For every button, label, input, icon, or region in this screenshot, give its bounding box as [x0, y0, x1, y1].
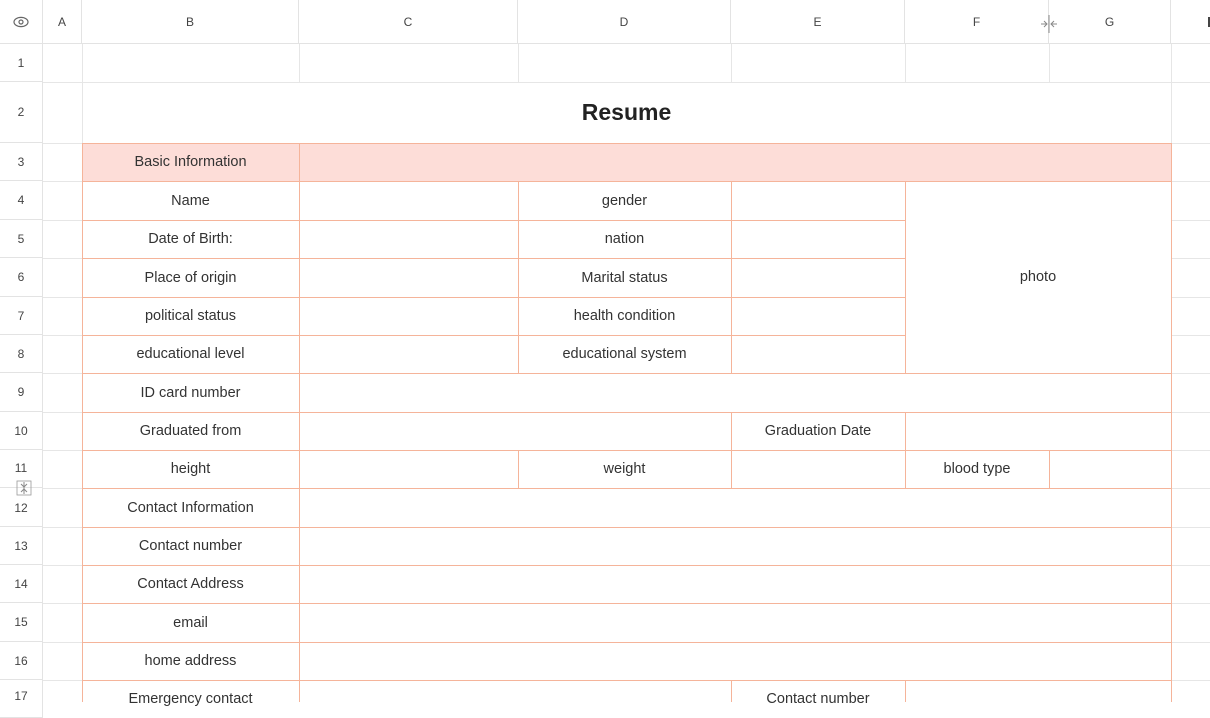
grid-line: [1171, 527, 1210, 528]
grid-line: [43, 450, 82, 451]
grid-line: [1171, 488, 1210, 489]
cell-email-value[interactable]: [299, 603, 1171, 642]
row-header-14[interactable]: 14: [0, 565, 43, 603]
cell-name-value[interactable]: [299, 181, 518, 220]
resume-title[interactable]: Resume: [581, 99, 672, 125]
cell-edu-system-label[interactable]: educational system: [562, 346, 687, 362]
cell-origin-value[interactable]: [299, 258, 518, 297]
cell-photo[interactable]: photo: [1019, 269, 1057, 285]
cell-edu-level-value[interactable]: [299, 335, 518, 373]
row-header-13[interactable]: 13: [0, 527, 43, 565]
cell-contact-address-label[interactable]: Contact Address: [137, 576, 244, 592]
cell-graduated-from-label[interactable]: Graduated from: [139, 423, 242, 439]
row-header-1[interactable]: 1: [0, 44, 43, 82]
grid-line: [1171, 412, 1210, 413]
row-header-7[interactable]: 7: [0, 297, 43, 335]
cell-edu-level-label[interactable]: educational level: [136, 346, 245, 362]
row-header-11[interactable]: 11: [0, 450, 43, 488]
grid-line: [43, 220, 82, 221]
cell-basic-information-value[interactable]: [299, 143, 1171, 181]
cell-health-label[interactable]: health condition: [573, 308, 676, 324]
cell-contact-address-value[interactable]: [299, 565, 1171, 603]
grid-line: [43, 258, 82, 259]
cell-name-label[interactable]: Name: [171, 192, 210, 209]
column-header-f[interactable]: F: [905, 0, 1049, 44]
grid-line: [1171, 373, 1210, 374]
cell-id-card-label[interactable]: ID card number: [140, 384, 241, 401]
cell-origin-label[interactable]: Place of origin: [144, 269, 237, 286]
row-header-10[interactable]: 10: [0, 412, 43, 450]
cell-height-label[interactable]: height: [170, 461, 211, 477]
cell-email-label[interactable]: email: [173, 614, 208, 631]
grid-line: [731, 44, 732, 82]
grid-line: [1171, 565, 1210, 566]
grid-line: [43, 412, 82, 413]
grid-line: [43, 642, 82, 643]
cell-dob-label[interactable]: Date of Birth:: [148, 231, 233, 247]
grid-line: [1171, 220, 1210, 221]
table-border: [1171, 143, 1172, 702]
grid-line: [43, 143, 82, 144]
cell-contact-information-label[interactable]: Contact Information: [127, 499, 254, 516]
row-header-15[interactable]: 15: [0, 603, 43, 642]
grid-line: [1049, 44, 1050, 82]
cell-health-value[interactable]: [731, 297, 905, 335]
grid-line: [1171, 642, 1210, 643]
cell-gender-value[interactable]: [731, 181, 905, 220]
cell-weight-value[interactable]: [731, 450, 905, 488]
grid-line: [1171, 297, 1210, 298]
grid-line: [1171, 181, 1210, 182]
grid-line: [43, 603, 82, 604]
cell-marital-value[interactable]: [731, 258, 905, 297]
cell-political-label[interactable]: political status: [144, 308, 237, 324]
row-header-12[interactable]: 12: [0, 488, 43, 527]
column-header-b[interactable]: B: [82, 0, 299, 44]
row-header-5[interactable]: 5: [0, 220, 43, 258]
cell-home-address-value[interactable]: [299, 642, 1171, 680]
cell-nation-value[interactable]: [731, 220, 905, 258]
grid-line: [43, 297, 82, 298]
grid-line: [1171, 603, 1210, 604]
grid-line: [1171, 143, 1210, 144]
row-header-16[interactable]: 16: [0, 642, 43, 680]
grid-line: [43, 373, 82, 374]
grid-line: [518, 44, 519, 82]
cell-dob-value[interactable]: [299, 220, 518, 258]
row-header-6[interactable]: 6: [0, 258, 43, 297]
select-all-corner[interactable]: [0, 0, 43, 44]
cell-id-card-value[interactable]: [299, 373, 1171, 412]
row-header-17[interactable]: 17: [0, 680, 43, 718]
cell-contact-number-2-value[interactable]: [905, 680, 1171, 702]
column-header-h[interactable]: [1171, 0, 1210, 44]
row-header-4[interactable]: 4: [0, 181, 43, 220]
cell-graduated-from-value[interactable]: [299, 412, 731, 450]
cell-contact-number-label[interactable]: Contact number: [138, 538, 243, 554]
cell-edu-system-value[interactable]: [731, 335, 905, 373]
cell-height-value[interactable]: [299, 450, 518, 488]
row-header-9[interactable]: 9: [0, 373, 43, 412]
column-header-a[interactable]: A: [43, 0, 82, 44]
grid-line: [1171, 450, 1210, 451]
grid-line: [43, 181, 82, 182]
cell-home-address-label[interactable]: home address: [144, 653, 237, 669]
grid-line: [43, 335, 82, 336]
eye-icon: [13, 16, 29, 28]
grid-line: [905, 44, 906, 82]
cell-basic-information[interactable]: Basic Information: [134, 154, 247, 170]
cell-emergency-contact-label[interactable]: Emergency contact: [128, 691, 253, 707]
column-header-g[interactable]: G: [1049, 0, 1171, 44]
cell-blood-type-value[interactable]: [1049, 450, 1171, 488]
cell-blood-type-label[interactable]: blood type: [943, 461, 1011, 477]
cell-emergency-contact-value[interactable]: [299, 680, 731, 702]
grid-line: [1171, 335, 1210, 336]
grid-line: [1171, 680, 1210, 681]
column-header-d[interactable]: D: [518, 0, 731, 44]
cell-weight-label[interactable]: weight: [603, 461, 646, 477]
grid-line: [43, 488, 82, 489]
grid-line: [299, 44, 300, 82]
row-resize-icon[interactable]: [15, 479, 33, 497]
cell-graduation-date-value[interactable]: [905, 412, 1171, 450]
cell-contact-number-2-label[interactable]: Contact number: [766, 691, 870, 707]
row-header-8[interactable]: 8: [0, 335, 43, 373]
row-header-2[interactable]: 2: [0, 82, 43, 143]
grid-line: [1171, 258, 1210, 259]
grid-line: [43, 680, 82, 681]
cell-contact-number-value[interactable]: [299, 527, 1171, 565]
cell-political-value[interactable]: [299, 297, 518, 335]
cell-nation-label[interactable]: nation: [604, 231, 645, 247]
cell-gender-label[interactable]: gender: [601, 192, 648, 209]
cell-contact-information-value[interactable]: [299, 488, 1171, 527]
column-header-c[interactable]: C: [299, 0, 518, 44]
grid-line: [43, 565, 82, 566]
cell-graduation-date-label[interactable]: Graduation Date: [764, 423, 872, 439]
column-header-e[interactable]: E: [731, 0, 905, 44]
cell-marital-label[interactable]: Marital status: [581, 269, 668, 286]
column-resize-icon[interactable]: [1038, 14, 1060, 34]
grid-line: [43, 527, 82, 528]
row-header-3[interactable]: 3: [0, 143, 43, 181]
